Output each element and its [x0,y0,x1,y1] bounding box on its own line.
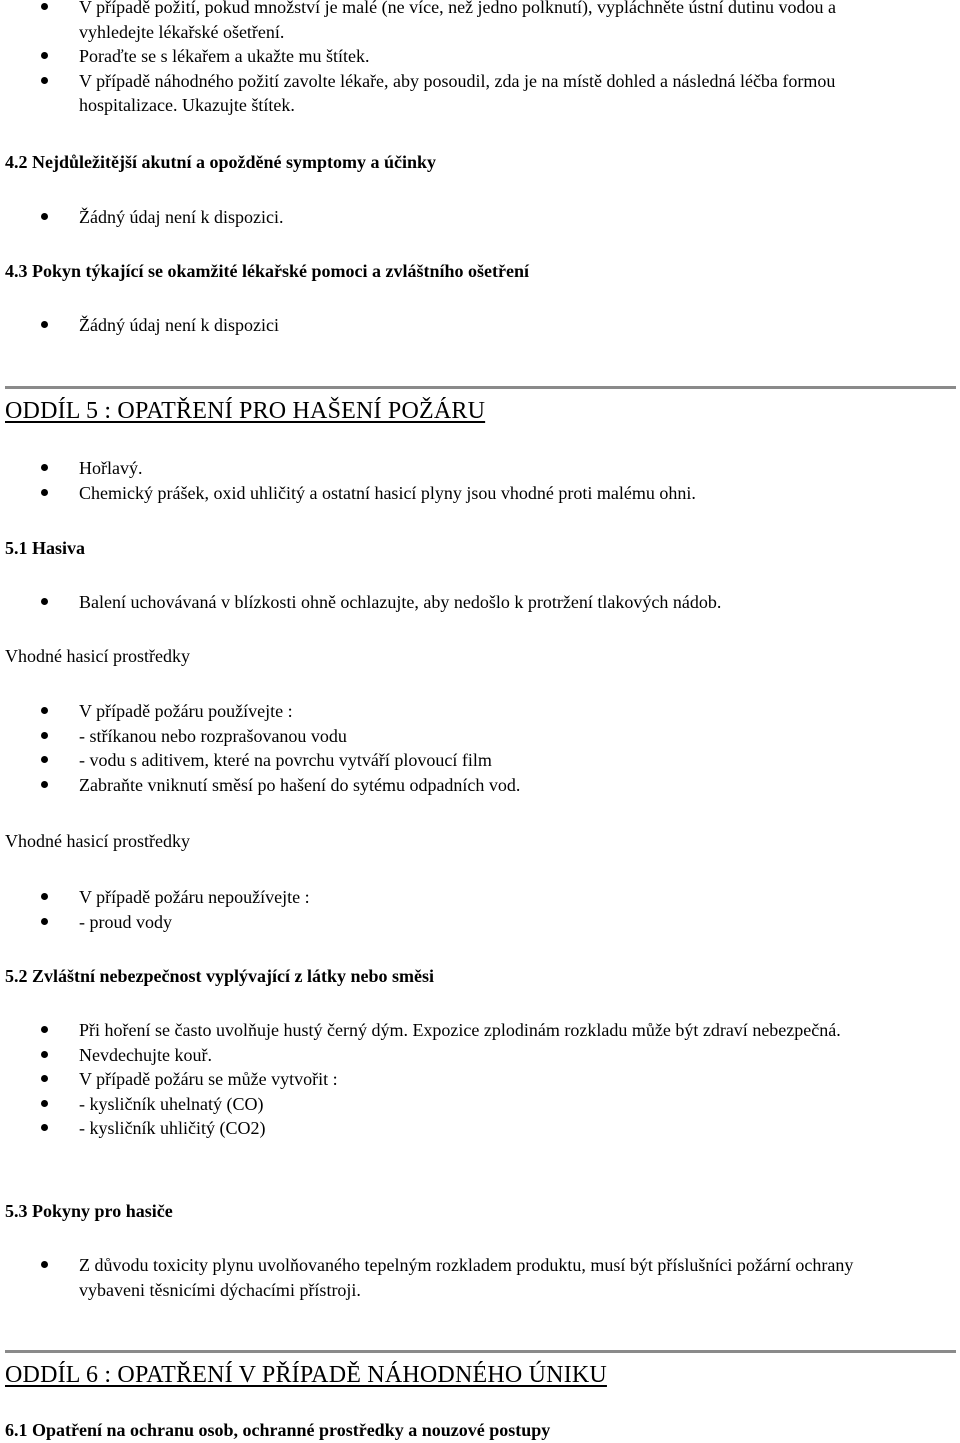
list-item: Chemický prášek, oxid uhličitý a ostatní hasicí plyny jsou vhodné proti malému ohni. [0,481,960,506]
suitable-media-list [0,699,960,797]
list-item: V případě náhodného požití zavolte lékaře, aby posoudil, zda je na místě dohled a následná léčba formou hospitalizace. Ukazujte štítek. [0,69,960,118]
list-item: Při hoření se často uvolňuje hustý černý dým. Expozice zplodinám rozkladu může být zdraví nebezpečná. [0,1018,960,1043]
list-item: V případě požáru se může vytvořit : [0,1067,960,1092]
section-5-title: ODDÍL 5 : OPATŘENÍ PRO HAŠENÍ POŽÁRU [5,398,486,424]
list-item: Poraďte se s lékařem a ukažte mu štítek. [0,44,960,69]
list-item: - vodu s aditivem, které na povrchu vytváří plovoucí film [0,748,960,773]
unsuitable-media-list [0,885,960,934]
list-item: - proud vody [0,910,960,935]
list-item: Z důvodu toxicity plynu uvolňovaného tepelným rozkladem produktu, musí být příslušníci požární ochrany vybaveni těsnicími dýchacími přístroji. [0,1253,960,1302]
list-item: V případě požití, pokud množství je malé (ne více, než jedno polknutí), vypláchněte ústní dutinu vodou a vyhledejte lékařské ošetření. [0,0,960,44]
heading-5-3: 5.3 Pokyny pro hasiče [5,1201,173,1221]
list-item: Nevdechujte kouř. [0,1043,960,1068]
suitable-media-heading: Vhodné hasicí prostředky [5,646,190,666]
special-hazards-list [0,1018,960,1141]
heading-5-1: 5.1 Hasiva [5,538,86,558]
heading-5-2: 5.2 Zvláštní nebezpečnost vyplývající z látky nebo směsi [5,966,435,986]
section-divider [5,1350,956,1353]
heading-4-3: 4.3 Pokyn týkající se okamžité lékařské pomoci a zvláštního ošetření [5,261,529,281]
list-item: Balení uchovávaná v blízkosti ohně ochlazujte, aby nedošlo k protržení tlakových nádob. [0,590,960,615]
first-aid-list [0,0,960,118]
firefighter-advice-list [0,1253,960,1302]
heading-6-1: 6.1 Opatření na ochranu osob, ochranné prostředky a nouzové postupy [5,1420,551,1440]
unsuitable-media-heading: Vhodné hasicí prostředky [5,831,190,851]
section-6-title: ODDÍL 6 : OPATŘENÍ V PŘÍPADĚ NÁHODNÉHO ÚNIKU [5,1362,607,1388]
list-item: - stříkanou nebo rozprašovanou vodu [0,724,960,749]
list-item: V případě požáru používejte : [0,699,960,724]
medical-aid-list [0,313,960,338]
section-divider [5,386,956,389]
list-item: Hořlavý. [0,456,960,481]
list-item: V případě požáru nepoužívejte : [0,885,960,910]
list-item: Zabraňte vniknutí směsí po hašení do sytému odpadních vod. [0,773,960,798]
list-item: Žádný údaj není k dispozici [0,313,960,338]
list-item: - kysličník uhličitý (CO2) [0,1116,960,1141]
section-5-intro-list [0,456,960,505]
symptoms-list [0,205,960,230]
list-item: Žádný údaj není k dispozici. [0,205,960,230]
extinguishing-media-list [0,590,960,615]
list-item: - kysličník uhelnatý (CO) [0,1092,960,1117]
heading-4-2: 4.2 Nejdůležitější akutní a opožděné symptomy a účinky [5,152,437,172]
